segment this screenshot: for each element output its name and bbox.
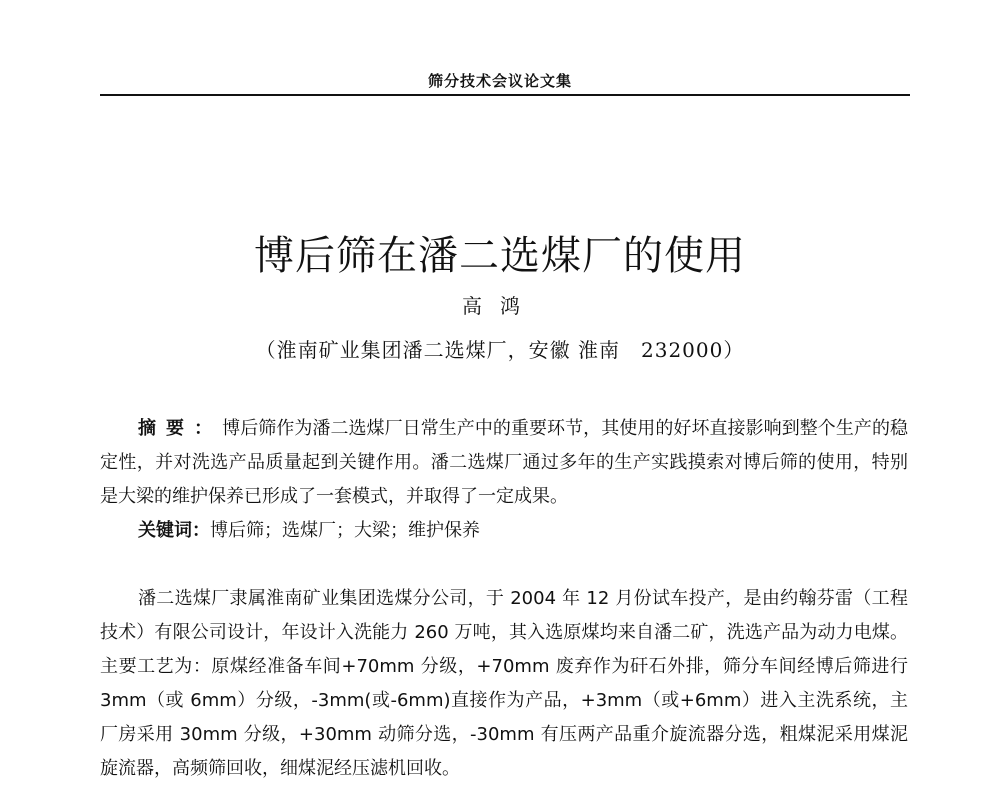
author-affiliation: （淮南矿业集团潘二选煤厂，安徽 淮南 232000） bbox=[255, 338, 745, 362]
abstract-text: 博后筛作为潘二选煤厂日常生产中的重要环节，其使用的好坏直接影响到整个生产的稳定性，并对洗选产品质量起到关键作用。潘二选煤厂通过多年的生产实践摸索对博后筛的使用，特别是大梁的维护保养已形成了一套模式，并取得了一定成果。 bbox=[100, 418, 909, 507]
keywords-text: 博后筛；选煤厂；大梁；维护保养 bbox=[210, 520, 480, 541]
body-paragraph: 潘二选煤厂隶属淮南矿业集团选煤分公司，于 2004 年 12 月份试车投产，是由约翰芬雷（工程技术）有限公司设计，年设计入洗能力 260 万吨，其入选原煤均来自潘二矿，洗选产品为动力电煤。主要工艺为：原煤经准备车间+70mm 分级，+70mm 废弃作为矸石外排，筛分车间经博后筛进行 3mm（或 6mm）分级，-3mm(或-6mm)直接作为产品，+3mm（或+6mm）进入主洗系统，主厂房采用 30mm 分级，+30mm 动筛分选，-30mm 有压两产品重介旋流器分选，粗煤泥采用煤泥旋流器，高频筛回收，细煤泥经压滤机回收。 bbox=[100, 588, 908, 779]
abstract bbox=[100, 412, 908, 514]
keywords-label: 关键词： bbox=[138, 520, 210, 541]
author-name: 高鸿 bbox=[462, 294, 538, 318]
abstract-label: 摘要： bbox=[138, 418, 223, 439]
header-rule bbox=[100, 94, 910, 96]
paper-title: 博后筛在潘二选煤厂的使用 bbox=[254, 232, 746, 279]
running-header: 筛分技术会议论文集 bbox=[427, 72, 572, 90]
keywords bbox=[138, 514, 908, 548]
